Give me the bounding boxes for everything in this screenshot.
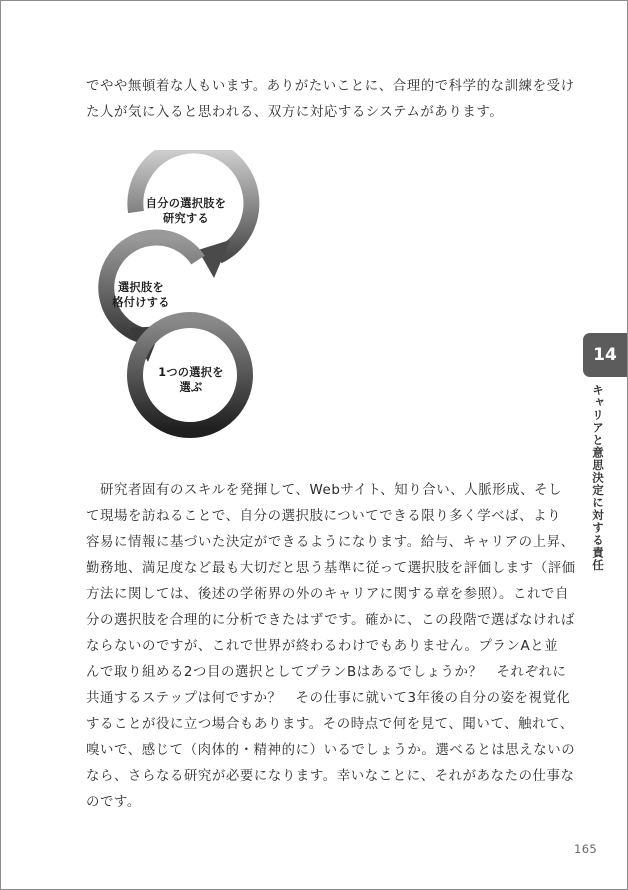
text-line: 共通するステップは何ですか？ その仕事に就いて3年後の自分の姿を視覚化 <box>86 691 571 706</box>
page-number: 165 <box>574 842 598 856</box>
intro-paragraph <box>86 74 575 126</box>
text-line: でやや無頓着な人もいます。ありがたいことに、合理的で科学的な訓練を受け <box>86 79 575 94</box>
text-line: 分の選択肢を合理的に分析できたはずです。確かに、この段階で選ばなければ <box>86 613 575 628</box>
text-line: た人が気に入ると思われる、双方に対応するシステムがあります。 <box>86 105 504 120</box>
text-line: 嗅いで、感じて（肉体的・精神的に）いるでしょうか。選べるとは思えないの <box>86 743 576 758</box>
text-line: することが役に立つ場合もあります。その時点で何を見て、聞いて、触れて、 <box>86 717 574 732</box>
text-line: 研究者固有のスキルを発揮して、Webサイト、知り合い、人脈形成、そし <box>86 483 563 498</box>
text-line: ならないのですが、これで世界が終わるわけでもありません。プランAと並 <box>86 639 559 654</box>
body-paragraph <box>86 478 576 816</box>
step-label-line: 格付けする <box>112 296 170 309</box>
step-label-line: 研究する <box>163 212 209 225</box>
chapter-number-tab: 14 <box>583 333 627 377</box>
text-line: 容易に情報に基づいた決定ができるようになります。給与、キャリアの上昇、 <box>86 535 575 550</box>
decision-cycle-diagram <box>90 150 270 450</box>
text-line: 勤務地、満足度など最も大切だと思う基準に従って選択肢を評価します（評価 <box>86 561 576 576</box>
step-choose-label <box>146 365 236 395</box>
text-line: なら、さらなる研究が必要になります。幸いなことに、それがあなたの仕事な <box>86 769 575 784</box>
step-rank-label <box>96 280 186 310</box>
text-line: て現場を訪ねることで、自分の選択肢についてできる限り多く学べば、より <box>86 509 562 524</box>
step-label-line: 1つの選択を <box>158 366 224 379</box>
text-line: 方法に関しては、後述の学術界の外のキャリアに関する章を参照）。これで自 <box>86 587 569 602</box>
step-label-line: 自分の選択肢を <box>145 197 227 210</box>
text-line: のです。 <box>86 795 141 810</box>
text-line: んで取り組める2つ目の選択としてプランBはあるでしょうか？ それぞれに <box>86 665 567 680</box>
step-label-line: 選択肢を <box>118 281 164 294</box>
chapter-title: キャリアと意思決定に対する責任 <box>591 384 605 572</box>
step-research-label <box>138 196 234 226</box>
step-label-line: 選ぶ <box>179 381 203 394</box>
